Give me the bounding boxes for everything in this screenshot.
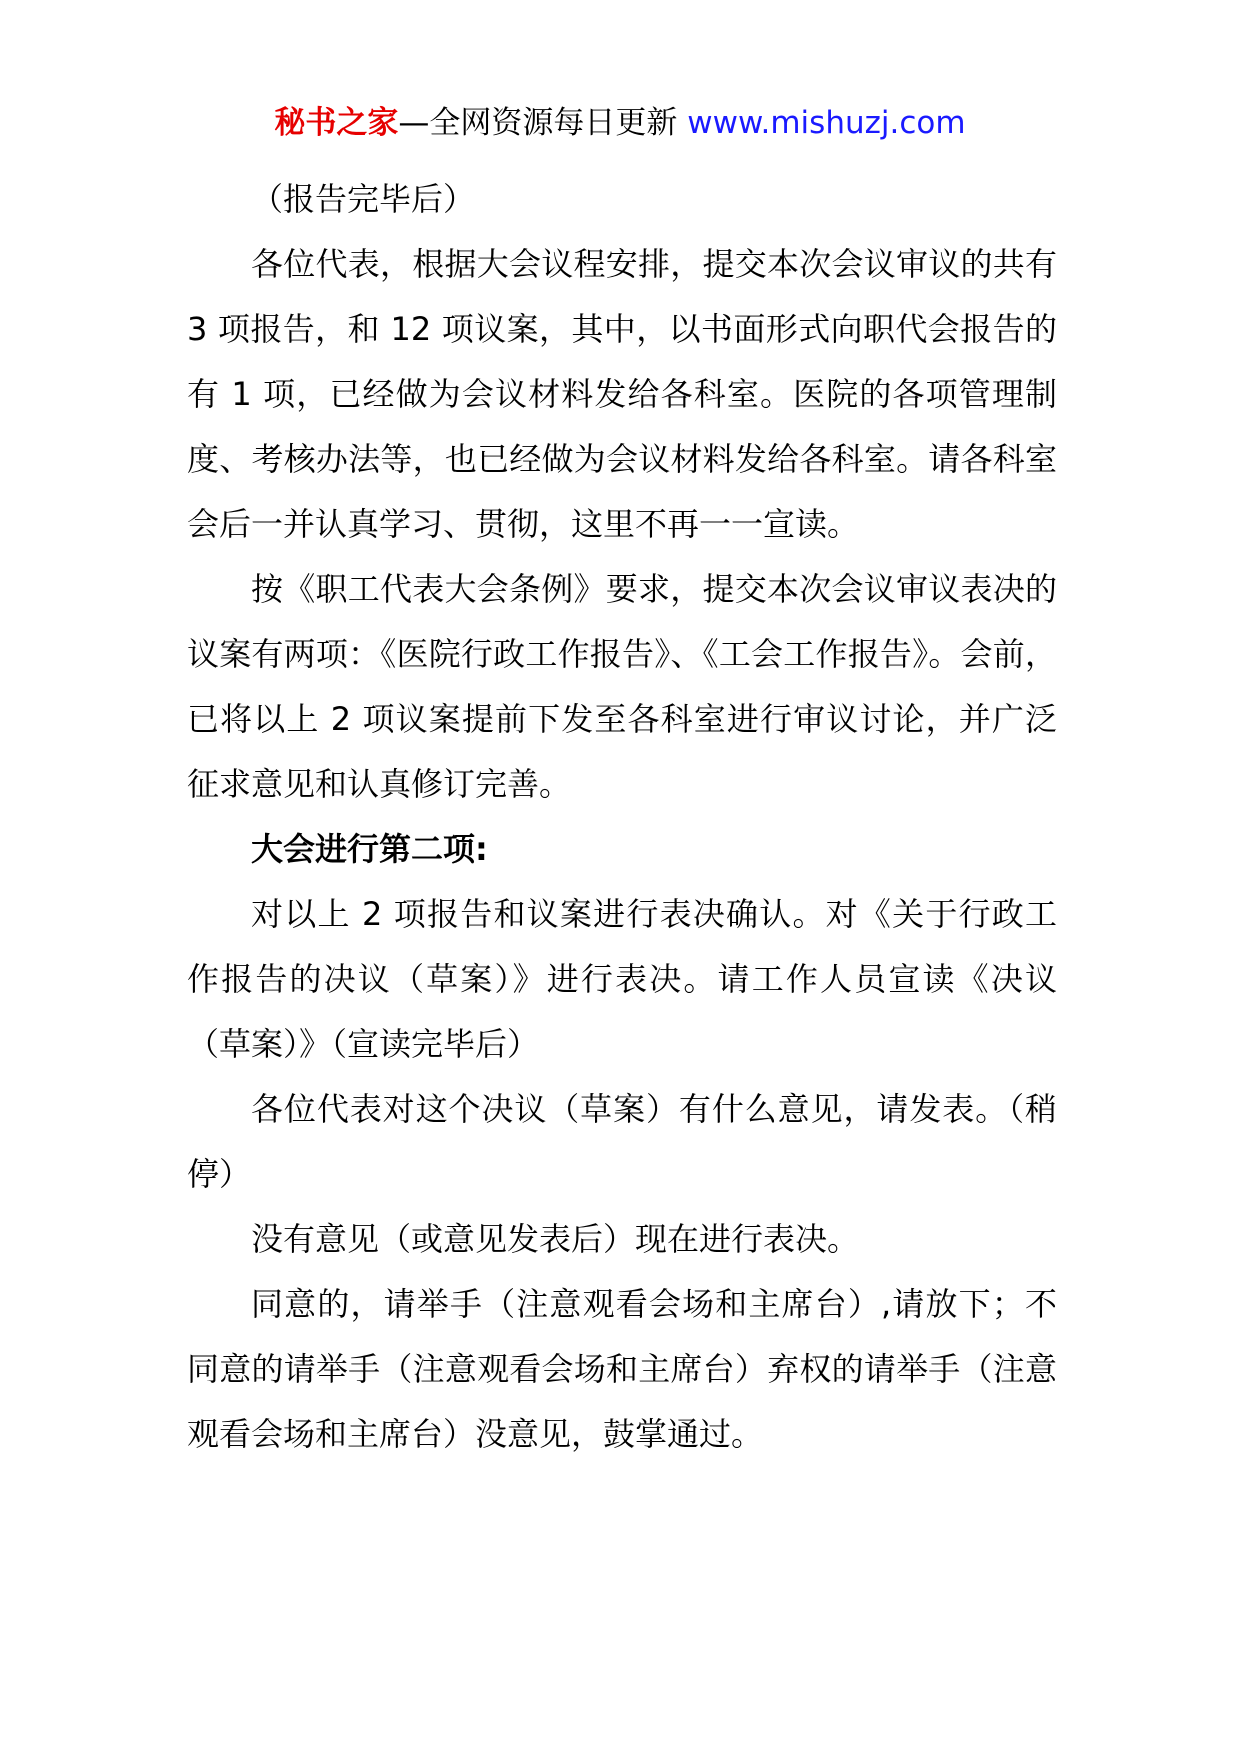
paragraph-vote-intro: 对以上 2 项报告和议案进行表决确认。对《关于行政工作报告的决议（草案）》进行表决。请工作人员宣读《决议（草案）》（宣读完毕后）	[187, 895, 1057, 1063]
header-tagline: —全网资源每日更新	[398, 105, 688, 141]
paragraph-opinions: 各位代表对这个决议（草案）有什么意见，请发表。（稍停）	[187, 1090, 1057, 1193]
brand-name: 秘书之家	[274, 105, 399, 141]
paragraph-report-end: （报告完毕后）	[251, 180, 476, 218]
page-header	[0, 100, 1240, 146]
paragraph-motions: 按《职工代表大会条例》要求，提交本次会议审议表决的议案有两项：《医院行政工作报告》、《工会工作报告》。会前，已将以上 2 项议案提前下发至各科室进行审议讨论，并广泛征求意见和认真修订完善。	[187, 570, 1057, 803]
paragraph-start-vote: 没有意见（或意见发表后）现在进行表决。	[251, 1220, 860, 1258]
paragraph-agenda: 各位代表，根据大会议程安排，提交本次会议审议的共有 3 项报告，和 12 项议案，其中，以书面形式向职代会报告的有 1 项，已经做为会议材料发给各科室。医院的各项管理制度、考核办法等，也已经做为会议材料发给各科室。请各科室会后一并认真学习、贯彻，这里不再一一宣读。	[187, 245, 1057, 543]
website-url: www.mishuzj.com	[687, 105, 966, 141]
paragraph-vote-procedure: 同意的，请举手（注意观看会场和主席台）,请放下；不同意的请举手（注意观看会场和主席台）弃权的请举手（注意观看会场和主席台）没意见，鼓掌通过。	[187, 1285, 1057, 1453]
document-body	[187, 167, 1057, 1467]
section-heading: 大会进行第二项:	[251, 830, 488, 868]
